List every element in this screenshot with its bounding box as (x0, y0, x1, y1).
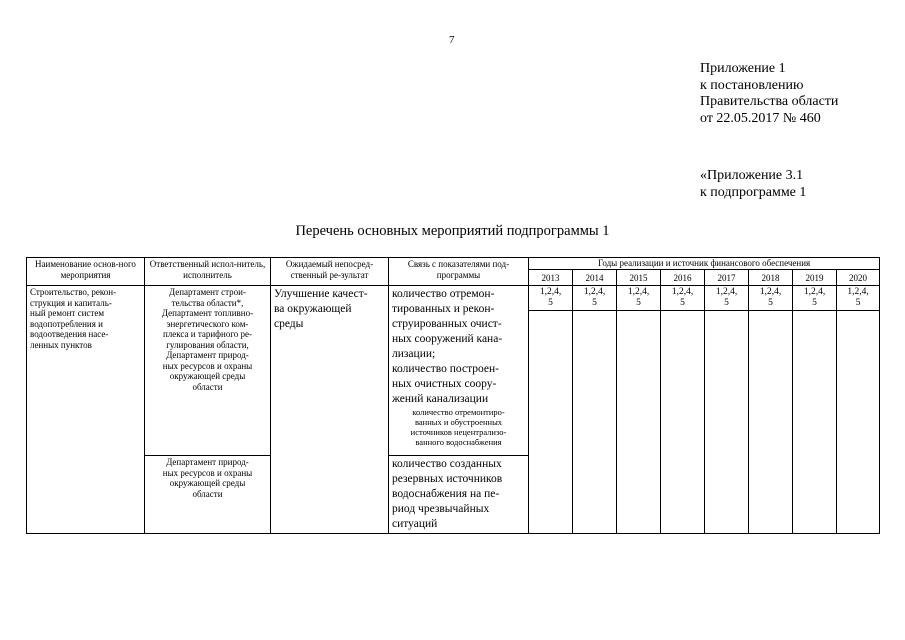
text-line: количество отремонтиро- (412, 407, 505, 417)
header-year: 2015 (617, 270, 661, 286)
subprogram-appendix-reference (700, 168, 806, 201)
text-line: Департамент топливно- (161, 308, 254, 318)
executor-cell (145, 286, 271, 456)
year-code: 1,2,4, (715, 287, 738, 297)
year-code: 1,2,4, (803, 287, 826, 297)
year-code-cell (617, 286, 661, 534)
text-line: среды (274, 318, 304, 330)
text-line: окружающей среды (169, 478, 246, 488)
text-line: ванных и обустроенных (414, 417, 503, 427)
text-line: энергетического ком- (166, 318, 249, 329)
appendix-reference (700, 61, 838, 127)
result-cell (271, 286, 389, 534)
text-line: Департамент природ- (166, 457, 249, 467)
year-code: 5 (680, 298, 685, 308)
text-line: области (192, 381, 223, 392)
year-code: 1,2,4, (583, 287, 606, 297)
text-line: Департамент строи- (168, 287, 246, 297)
text-line: плекса и тарифного ре- (162, 329, 253, 339)
text-line: струированных очист- (392, 318, 502, 330)
header-year: 2017 (705, 270, 749, 286)
indicators-sub-block (392, 407, 525, 447)
year-code-cell (529, 286, 573, 534)
text-line: Департамент природ- (166, 350, 249, 360)
year-code: 5 (768, 298, 773, 308)
appendix-line: «Приложение 3.1 (700, 168, 804, 183)
text-line: источников нецентрализо- (410, 427, 507, 437)
text-line: гулирования области, (166, 339, 249, 350)
text-line: ных очистных соору- (392, 378, 497, 390)
appendix-line: Приложение 1 (700, 61, 786, 76)
year-code-cell (573, 286, 617, 534)
text-line: водоснабжения на пе- (392, 488, 500, 500)
year-code: 5 (592, 298, 597, 308)
text-line: Улучшение качест- (274, 288, 368, 300)
year-code: 1,2,4, (627, 287, 650, 297)
text-line: ных сооружений кана- (392, 333, 503, 345)
text-line: жений канализации (392, 393, 489, 405)
year-code: 1,2,4, (671, 287, 694, 297)
text-line: количество построен- (392, 363, 499, 375)
header-indicators: Связь с показателями под-программы (389, 258, 529, 286)
header-activity-name: Наименование основ-ного мероприятия (27, 258, 145, 286)
year-code: 5 (855, 298, 861, 308)
header-executor: Ответственный испол-нитель, исполнитель (145, 258, 271, 286)
year-code-cell (661, 286, 705, 534)
text-line: окружающей среды (169, 371, 246, 381)
header-result: Ожидаемый непосред-ственный ре-зультат (271, 258, 389, 286)
text-line: ванного водоснабжения (415, 437, 502, 447)
text-line: лизации; (392, 348, 436, 360)
text-line: ных ресурсов и охраны (162, 467, 253, 478)
text-line: тельства области*, (171, 297, 244, 308)
header-year: 2013 (529, 270, 573, 286)
activity-name-cell (27, 286, 145, 534)
header-year: 2018 (749, 270, 793, 286)
text-line: водопотребления и (30, 318, 103, 329)
text-line: струкция и капиталь- (30, 297, 112, 308)
year-code: 1,2,4, (847, 287, 869, 297)
year-code-cell (793, 286, 837, 534)
appendix-line: от 22.05.2017 № 460 (700, 110, 821, 126)
text-line: ных ресурсов и охраны (162, 360, 253, 371)
header-year: 2020 (837, 270, 880, 286)
executor-cell (145, 456, 271, 534)
year-code: 1,2,4, (539, 287, 562, 297)
page-number: 7 (449, 34, 455, 46)
appendix-line: к постановлению (700, 77, 804, 93)
text-line: водоотведения насе- (30, 329, 109, 339)
header-year: 2019 (793, 270, 837, 286)
text-line: риод чрезвычайных (392, 503, 490, 515)
appendix-line: к подпрограмме 1 (700, 184, 807, 200)
year-code-cell (837, 286, 880, 534)
text-line: Строительство, рекон- (30, 287, 117, 297)
text-line: ный ремонт систем (30, 308, 105, 318)
text-line: количество созданных (392, 458, 502, 470)
year-code: 5 (724, 298, 729, 308)
text-line: тированных и рекон- (392, 303, 495, 315)
text-line: ленных пунктов (30, 339, 92, 350)
year-code: 1,2,4, (759, 287, 782, 297)
text-line: ситуаций (392, 518, 438, 530)
indicators-cell (389, 456, 529, 534)
appendix-line: Правительства области (700, 94, 839, 109)
year-code: 5 (812, 298, 817, 308)
header-year: 2016 (661, 270, 705, 286)
year-code-cell (705, 286, 749, 534)
activities-table (26, 257, 880, 534)
document-title: Перечень основных мероприятий подпрограммы 1 (295, 223, 610, 239)
indicators-cell (389, 286, 529, 456)
year-code: 5 (636, 298, 641, 308)
year-code-cell (749, 286, 793, 534)
text-line: области (192, 488, 223, 499)
text-line: ва окружающей (274, 303, 352, 315)
year-code: 5 (548, 298, 553, 308)
text-line: количество отремон- (392, 288, 495, 300)
header-year: 2014 (573, 270, 617, 286)
text-line: резервных источников (392, 473, 503, 485)
header-years-group: Годы реализации и источник финансового обеспечения (529, 258, 880, 270)
